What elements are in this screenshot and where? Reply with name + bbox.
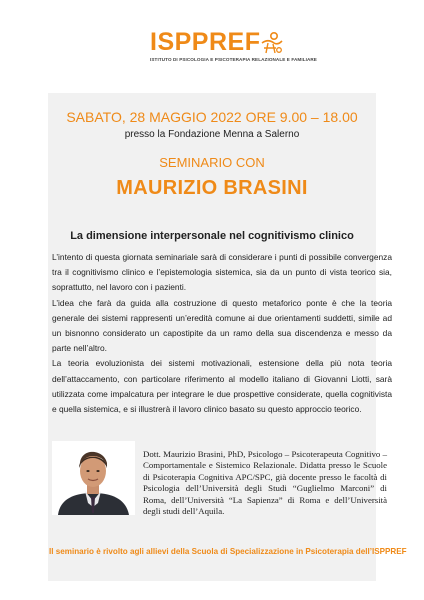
speaker-portrait-icon xyxy=(52,441,135,515)
event-venue: presso la Fondazione Menna a Salerno xyxy=(124,129,300,140)
speaker-photo xyxy=(52,441,135,515)
description-text xyxy=(52,250,392,417)
seminar-label: SEMINARIO CON xyxy=(159,155,265,170)
paragraph-3: La teoria evoluzionista dei sistemi motivazionali, estensione della più nota teoria dell’attaccamento, con particolare riferimento al modello italiano di Giovanni Liotti, sarà utilizzata come impalcatura per integrare le due prospettive considerate, quella cognitivista e quella sistemica, e si illustrerà il lavoro clinico basato su questo approccio teorico. xyxy=(52,358,392,415)
paragraph-1: L’intento di questa giornata seminariale sarà di considerare i punti di possibile convergenza tra il cognitivismo clinico e l’epistemologia sistemica, sia da un punto di vista teorico sia, soprattutto, nel lavoro con i pazienti. xyxy=(52,252,392,293)
seminar-subtitle: La dimensione interpersonale nel cognitivismo clinico xyxy=(70,230,354,242)
isppref-logo xyxy=(150,28,317,68)
logo-text: ISPPREF xyxy=(150,28,261,56)
speaker-name: MAURIZIO BRASINI xyxy=(116,177,308,199)
event-date: SABATO, 28 MAGGIO 2022 ORE 9.00 – 18.00 xyxy=(66,109,358,125)
audience-note: Il seminario è rivolto agli allievi della Scuola di Specializzazione in Psicoterapia dell’ISPPREF xyxy=(49,547,407,556)
logo-figure-icon xyxy=(258,31,284,57)
speaker-bio: Dott. Maurizio Brasini, PhD, Psicologo – Psicoterapeuta Cognitivo – Comportamentale e Sistemico Relazionale. Didatta presso le Scuole di Psicoterapia Cognitiva APC/SPC, già docente presso le facoltà di Psicologia dell’Università degli Studi “Guglielmo Marconi” di Roma, dell’Università “La Sapienza” di Roma e dell’Università degli studi dell’Aquila. xyxy=(143,449,387,517)
logo-subtitle: ISTITUTO DI PSICOLOGIA E PSICOTERAPIA RELAZIONALE E FAMILIARE xyxy=(150,57,317,62)
paragraph-2: L’idea che farà da guida alla costruzione di questo metaforico ponte è che la teoria generale dei sistemi rappresenti un’eredità comune ai due orientamenti suddetti, simile ad un bisnonno considerato un capostipite da un ramo della sua discendenza e messo da parte nell’altro. xyxy=(52,297,392,354)
